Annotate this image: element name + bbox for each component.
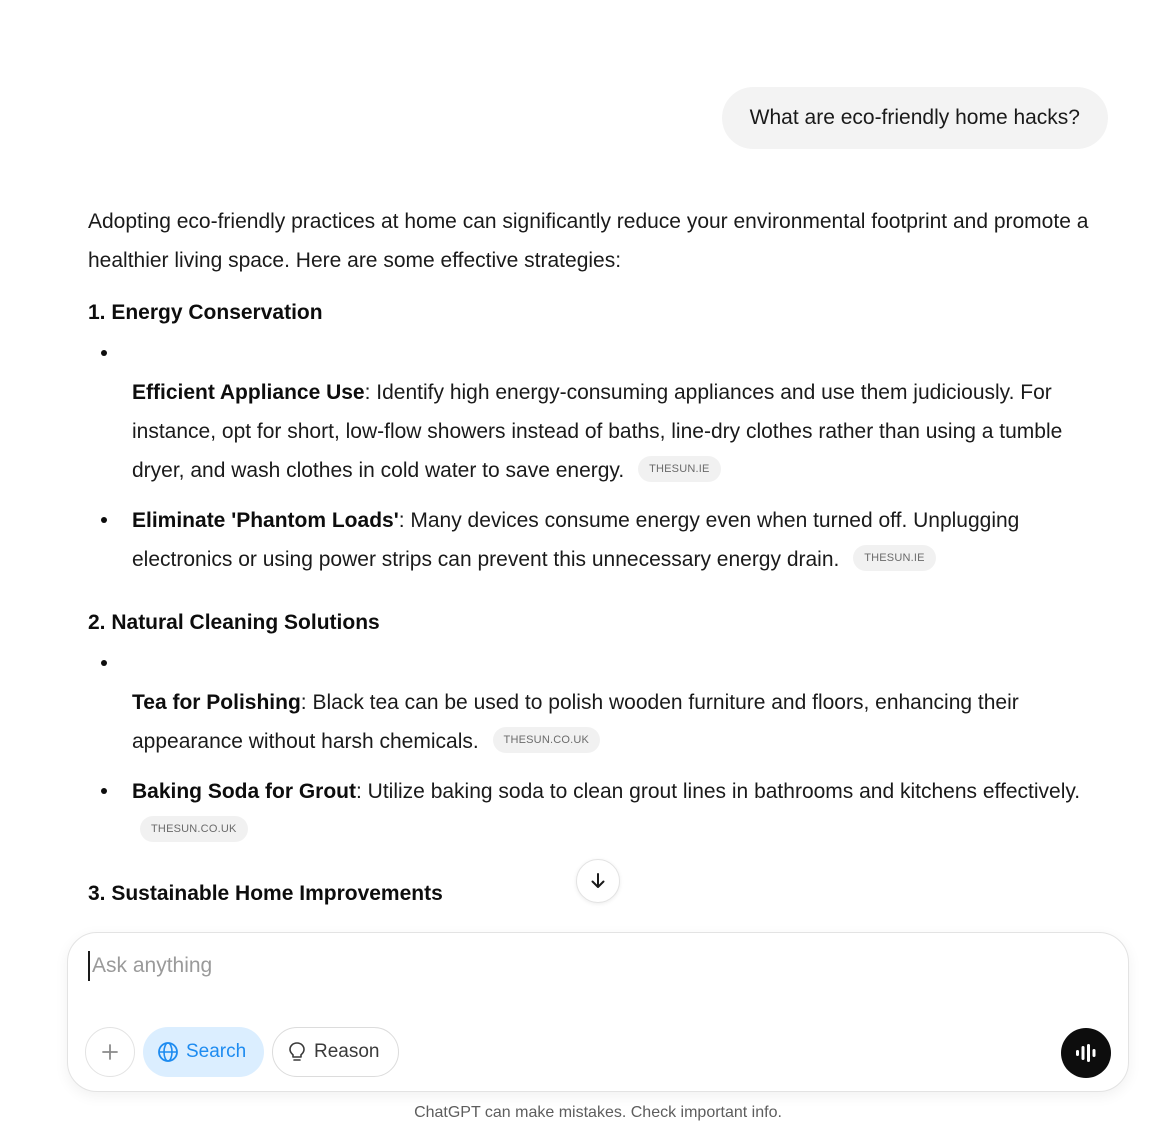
prompt-input[interactable] [88,951,988,981]
source-citation[interactable]: THESUN.IE [638,456,720,482]
arrow-down-icon [588,871,608,891]
item-title: Eliminate 'Phantom Loads' [132,509,399,532]
reason-label: Reason [314,1041,380,1062]
voice-mode-button[interactable] [1061,1028,1111,1078]
list-item [88,501,1108,579]
section-heading: 3. Sustainable Home Improvements [88,882,443,905]
globe-icon [157,1041,179,1063]
item-title: Tea for Polishing [132,691,301,714]
message-composer [67,932,1129,1092]
source-citation[interactable]: THESUN.IE [853,545,935,571]
response-intro: Adopting eco-friendly practices at home can significantly reduce your environmental footprint and promote a healthier living space. Here are some effective strategies: [88,210,1089,272]
section-list [88,334,1108,579]
user-message-text: What are eco-friendly home hacks? [749,106,1080,129]
plus-icon [100,1042,120,1062]
waveform-icon [1073,1042,1099,1064]
source-citation[interactable]: THESUN.CO.UK [493,727,601,753]
section-heading: 1. Energy Conservation [88,301,323,324]
reason-toggle-button[interactable] [272,1027,399,1077]
lightbulb-icon [287,1041,307,1063]
item-text: : Black tea can be used to polish wooden furniture and floors, enhancing their appearance without harsh chemicals. [132,691,1019,753]
section-list [88,644,1108,850]
item-text: : Identify high energy-consuming appliances and use them judiciously. For instance, opt for short, low-flow showers instead of baths, line-dry clothes rather than using a tumble dryer, and wash clothes in cold water to save energy. [132,381,1063,482]
scroll-to-bottom-button[interactable] [576,859,620,903]
list-item [88,334,1108,490]
assistant-response [88,202,1108,913]
section-heading: 2. Natural Cleaning Solutions [88,611,380,634]
item-text: : Many devices consume energy even when turned off. Unplugging electronics or using power strips can prevent this unnecessary energy drain. [132,509,1020,571]
search-toggle-button[interactable] [143,1027,264,1077]
list-item [88,644,1108,761]
list-item [88,772,1108,850]
item-title: Baking Soda for Grout [132,780,357,803]
search-label: Search [186,1041,247,1062]
user-message-bubble [722,87,1108,149]
attach-button[interactable] [85,1027,135,1077]
disclaimer-text: ChatGPT can make mistakes. Check important info. [414,1104,782,1121]
item-text: : Utilize baking soda to clean grout lines in bathrooms and kitchens effectively. [356,780,1081,803]
item-title: Efficient Appliance Use [132,381,365,404]
source-citation[interactable]: THESUN.CO.UK [140,816,248,842]
